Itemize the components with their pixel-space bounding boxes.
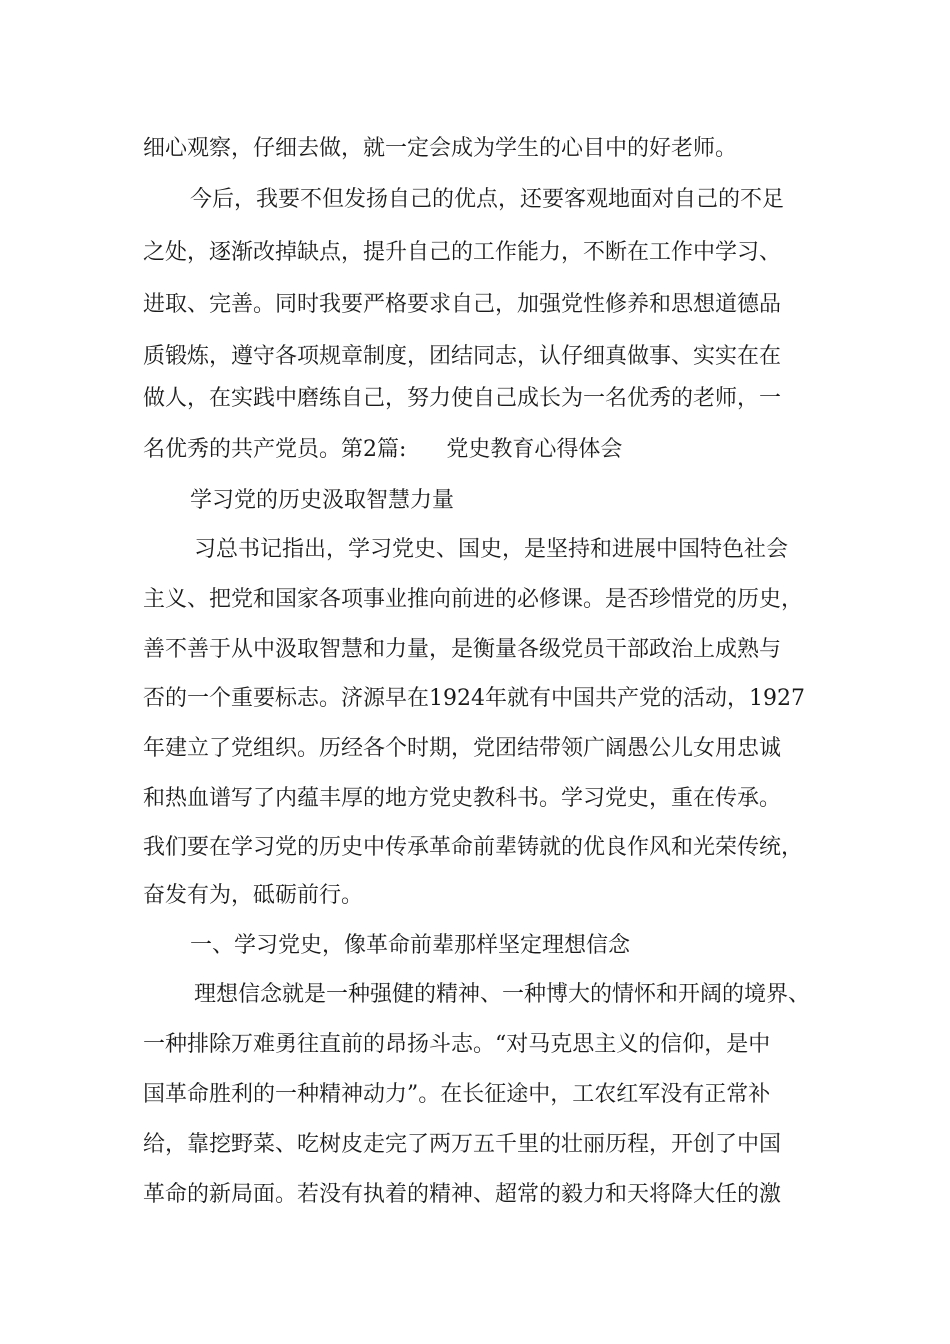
line-text: 善不善于从中汲取智慧和力量，是衡量各级党员干部政治上成熟与 [143,637,782,662]
line-text: 今后，我要不但发扬自己的优点，还要客观地面对自己的不足 [190,187,785,212]
line-text: 革命的新局面。若没有执着的精神、超常的毅力和天将降大任的激 [143,1182,782,1207]
paragraph-line [0,285,950,325]
line-text: 年建立了党组织。历经各个时期，党团结带领广阔愚公儿女用忠诚 [143,736,782,761]
paragraph-line [0,530,950,570]
line-text: 否的一个重要标志。济源早在1924年就有中国共产党的活动，1927 [143,686,805,711]
line-text: 习总书记指出，学习党史、国史，是坚持和进展中国特色社会 [194,537,789,562]
line-text: 细心观察，仔细去做，就一定会成为学生的心目中的好老师。 [143,136,738,161]
line-text: 学习党的历史汲取智慧力量 [190,488,455,513]
line-text: 做人，在实践中磨练自己，努力使自己成长为一名优秀的老师，一 [143,386,782,411]
line-text: 之处，逐渐改掉缺点，提升自己的工作能力，不断在工作中学习、 [143,240,782,265]
line-text: 奋发有为，砥砺前行。 [143,883,364,908]
paragraph-line [0,1025,950,1065]
section-heading: 党史教育心得体会 [446,437,623,462]
line-text: 国革命胜利的一种精神动力”。在长征途中，工农红军没有正常补 [143,1082,771,1107]
paragraph-line [0,337,950,377]
paragraph-line [0,430,950,470]
line-text: 给，靠挖野菜、吃树皮走完了两万五千里的壮丽历程，开创了中国 [143,1132,782,1157]
line-text: 主义、把党和国家各项事业推向前进的必修课。是否珍惜党的历史， [143,587,804,612]
paragraph-line [0,779,950,819]
paragraph-line [0,630,950,670]
paragraph-line [0,1175,950,1215]
line-text: 我们要在学习党的历史中传承革命前辈铸就的优良作风和光荣传统， [143,835,804,860]
section-heading-line [0,926,950,966]
paragraph-line [0,580,950,620]
line-text: 一、学习党史，像革命前辈那样坚定理想信念 [190,933,631,958]
paragraph-line [0,1125,950,1165]
line-text: 质锻炼，遵守各项规章制度，团结同志，认仔细真做事、实实在在 [143,344,782,369]
line-text: 理想信念就是一种强健的精神、一种博大的情怀和开阔的境界、 [194,982,811,1007]
line-text: 名优秀的共产党员。第2篇: [143,437,407,462]
section-title [0,481,950,521]
paragraph-line [0,233,950,273]
line-text: 进取、完善。同时我要严格要求自己，加强党性修养和思想道德品 [143,292,782,317]
paragraph-line [0,828,950,868]
paragraph-line [0,379,950,419]
line-text: 和热血谱写了内蕴丰厚的地方党史教科书。学习党史，重在传承。 [143,786,782,811]
paragraph-line [0,1075,950,1115]
paragraph-line [0,180,950,220]
paragraph-line [0,876,950,916]
paragraph-line [0,729,950,769]
paragraph-line [0,975,950,1015]
paragraph-line [0,129,950,169]
paragraph-line [0,679,950,719]
line-text: 一种排除万难勇往直前的昂扬斗志。“对马克思主义的信仰，是中 [143,1032,771,1057]
